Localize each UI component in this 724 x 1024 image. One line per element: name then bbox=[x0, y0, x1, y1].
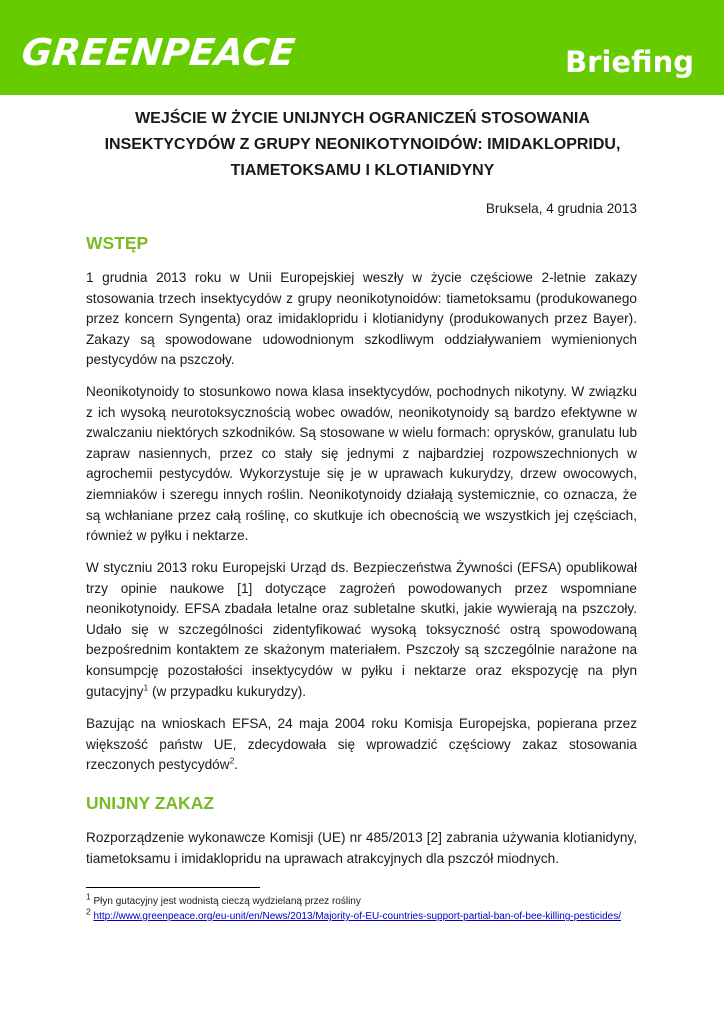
section-heading-intro: WSTĘP bbox=[86, 233, 149, 253]
intro-paragraph-3-tail: (w przypadku kukurydzy). bbox=[148, 683, 307, 699]
section-heading-ban: UNIJNY ZAKAZ bbox=[86, 793, 215, 813]
intro-paragraph-3 bbox=[86, 558, 637, 702]
intro-paragraph-3-text: W styczniu 2013 roku Europejski Urząd ds. Bezpieczeństwa Żywności (EFSA) opublikował trzy opinie naukowe [1] dotyczące zagrożeń powodowanych przez wspomniane neonikotynoidy. EFSA zbadała letalne oraz subletalne skutki, jakie wywierają na pszczoły. Udało się w szczególności zidentyfikować wysoką toksyczność ostrą spowodowaną bezpośrednim kontaktem ze skażonym materiałem. Pszczoły są szczególnie narażone na konsumpcję pozostałości insektycydów w pyłku i nektarze oraz ekspozycję na płyn gutacyjny bbox=[86, 560, 637, 699]
footnote-divider bbox=[86, 887, 260, 888]
intro-paragraph-4 bbox=[86, 714, 637, 776]
footnote-ref-1[interactable]: 1 bbox=[143, 682, 149, 693]
greenpeace-logo: GREENPEACE bbox=[19, 31, 297, 74]
ban-paragraph-1: Rozporządzenie wykonawcze Komisji (UE) nr 485/2013 [2] zabrania używania klotianidyny, tiametoksamu i imidaklopridu na uprawach atrakcyjnych dla pszczół miodnych. bbox=[86, 830, 637, 866]
footnote-2 bbox=[86, 906, 626, 923]
footnote-1-text: Płyn gutacyjny jest wodnistą cieczą wydzielaną przez rośliny bbox=[90, 896, 361, 907]
footnote-1 bbox=[86, 891, 626, 908]
intro-paragraph-4-text: Bazując na wnioskach EFSA, 24 maja 2004 roku Komisja Europejska, popierana przez większość państw UE, zdecydowała się wprowadzić częściowy zakaz stosowania rzeczonych pestycydów bbox=[86, 716, 637, 773]
footnote-2-mark: 2 bbox=[86, 906, 91, 917]
intro-paragraph-2: Neonikotynoidy to stosunkowo nowa klasa insektycydów, pochodnych nikotyny. W związku z ich wysoką neurotoksycznością wobec owadów, neonikotynoidy są bardzo efektywne w zwalczaniu niektórych szkodników. Są stosowane w wielu formach: oprysków, granulatu lub zapraw nasiennych, przez co stały się jednymi z najbardziej rozpowszechnionych w agrochemii pestycydów. Wykorzystuje się je w uprawach kukurydzy, drzew owocowych, ziemniaków i szeregu innych roślin. Neonikotynoidy działają systemicznie, co oznacza, że są wchłaniane przez całą roślinę, co skutkuje ich obecnością we wszystkich jej częściach, również w pyłku i nektarze. bbox=[86, 384, 637, 544]
intro-paragraph-4-tail: . bbox=[234, 757, 239, 773]
document-title: WEJŚCIE W ŻYCIE UNIJNYCH OGRANICZEŃ STOSOWANIA INSEKTYCYDÓW Z GRUPY NEONIKOTYNOIDÓW: IMIDAKLOPRIDU, TIAMETOKSAMU I KLOTIANIDYNY bbox=[104, 110, 621, 179]
footnote-ref-2[interactable]: 2 bbox=[229, 755, 235, 766]
date-line: Bruksela, 4 grudnia 2013 bbox=[485, 201, 637, 216]
intro-paragraph-1: 1 grudnia 2013 roku w Unii Europejskiej weszły w życie częściowe 2-letnie zakazy stosowania trzech insektycydów z grupy neonikotynoidów: tiametoksamu (produkowanego przez koncern Syngenta) oraz imidaklopridu i klotianidyny (produkowanych przez Bayer). Zakazy są spowodowane udowodnionym szkodliwym oddziaływaniem wymienionych pestycydów na pszczoły. bbox=[86, 270, 637, 368]
header-banner bbox=[0, 0, 724, 95]
footnote-1-mark: 1 bbox=[86, 891, 91, 902]
doc-type-label: Briefing bbox=[565, 45, 694, 79]
footnote-2-link[interactable]: http://www.greenpeace.org/eu-unit/en/News/2013/Majority-of-EU-countries-support-partial-ban-of-bee-killing-pesticides/ bbox=[93, 911, 621, 922]
